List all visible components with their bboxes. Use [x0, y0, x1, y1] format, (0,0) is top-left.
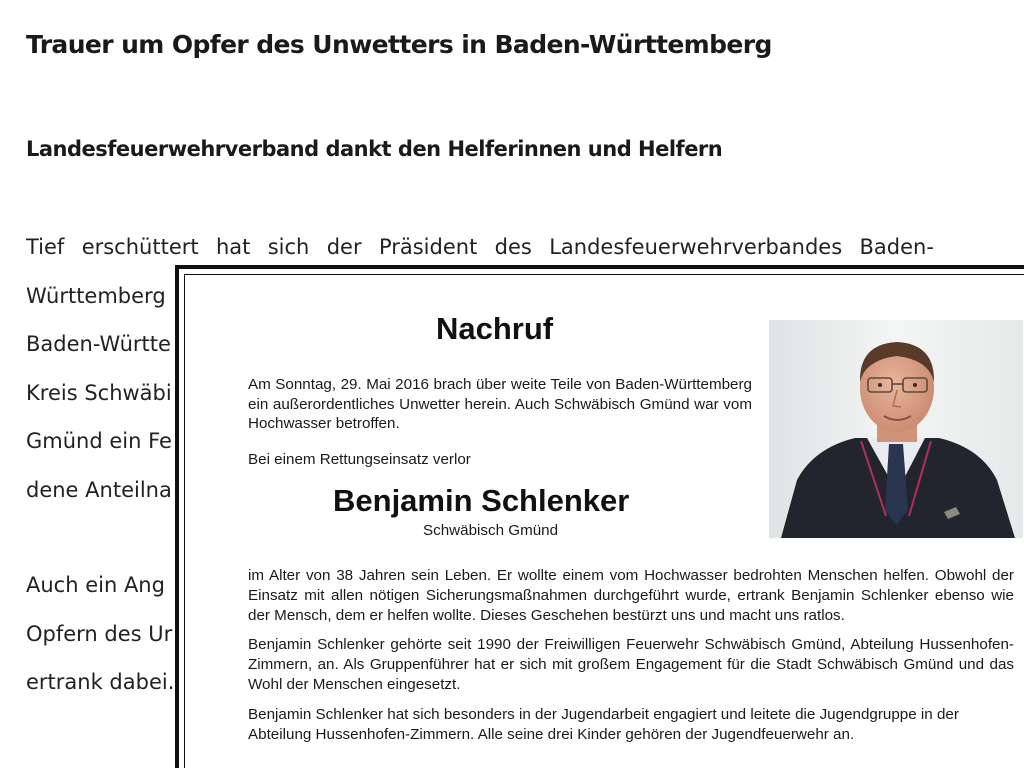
word: Präsident — [378, 235, 478, 259]
word: Tief — [26, 235, 65, 259]
obituary-body — [248, 566, 1014, 754]
paragraph-2-line-2: Opfern des Ur — [26, 621, 173, 646]
word: erschüttert — [81, 235, 199, 259]
paragraph-2-line-3: ertrank dabei. — [26, 670, 175, 694]
word: der — [326, 235, 362, 259]
obituary-paragraph-2: Benjamin Schlenker gehörte seit 1990 der Freiwilligen Feuerwehr Schwäbisch Gmünd, Abteilung Hussenhofen-Zimmern, an. Als Gruppenführer hat er sich mit großem Engagement für die Stadt Schwäbisch Gmünd und das Wohl der Menschen eingesetzt. — [248, 636, 1014, 693]
word: hat — [215, 235, 251, 259]
obituary-heading: Nachruf — [436, 311, 554, 346]
portrait-photo — [769, 320, 1023, 538]
article-title: Trauer um Opfer des Unwetters in Baden-Württemberg — [26, 30, 772, 59]
paragraph-1-line-4: Kreis Schwäbi — [26, 380, 172, 405]
obituary-lost-line: Bei einem Rettungseinsatz verlor — [248, 451, 471, 468]
obituary-intro: Am Sonntag, 29. Mai 2016 brach über weite Teile von Baden-Württemberg ein außerordentliches Unwetter herein. Auch Schwäbisch Gmünd war vom Hochwasser betroffen. — [248, 376, 752, 432]
word: sich — [267, 235, 310, 259]
obituary-paragraph-1: im Alter von 38 Jahren sein Leben. Er wollte einem vom Hochwasser bedrohten Menschen helfen. Obwohl der Einsatz mit allen nötigen Sicherungsmaßnahmen durchgeführt wurde, ertrank Benjamin Schlenker ebenso wie der Mensch, dem er helfen wollte. Dieses Geschehen bestürzt uns und macht uns ratlos. — [248, 567, 1014, 624]
paragraph-1-line-3: Baden-Württe — [26, 332, 171, 356]
word: Landesfeuerwehrverbandes — [549, 235, 843, 259]
article-subtitle: Landesfeuerwehrverband dankt den Helferinnen und Helfern — [26, 137, 723, 161]
paragraph-1-line-5: Gmünd ein Fe — [26, 429, 172, 453]
paragraph-1-line-6: dene Anteilna — [26, 477, 172, 502]
paragraph-1-line-2: Württemberg — [26, 283, 166, 308]
obituary-inner-frame — [184, 274, 1024, 768]
word: Baden- — [859, 235, 934, 259]
portrait-illustration — [769, 320, 1023, 538]
obituary-paragraph-3: Benjamin Schlenker hat sich besonders in der Jugendarbeit engagiert und leitete die Jugendgruppe in der Abteilung Hussenhofen-Zimmern. Alle seine drei Kinder gehören der Jugendfeuerwehr an. — [248, 705, 959, 743]
paragraph-2-line-1: Auch ein Ang — [26, 573, 165, 597]
obituary-notice — [175, 265, 1024, 768]
word: des — [494, 235, 532, 259]
deceased-place: Schwäbisch Gmünd — [423, 522, 559, 539]
deceased-name: Benjamin Schlenker — [333, 483, 630, 518]
